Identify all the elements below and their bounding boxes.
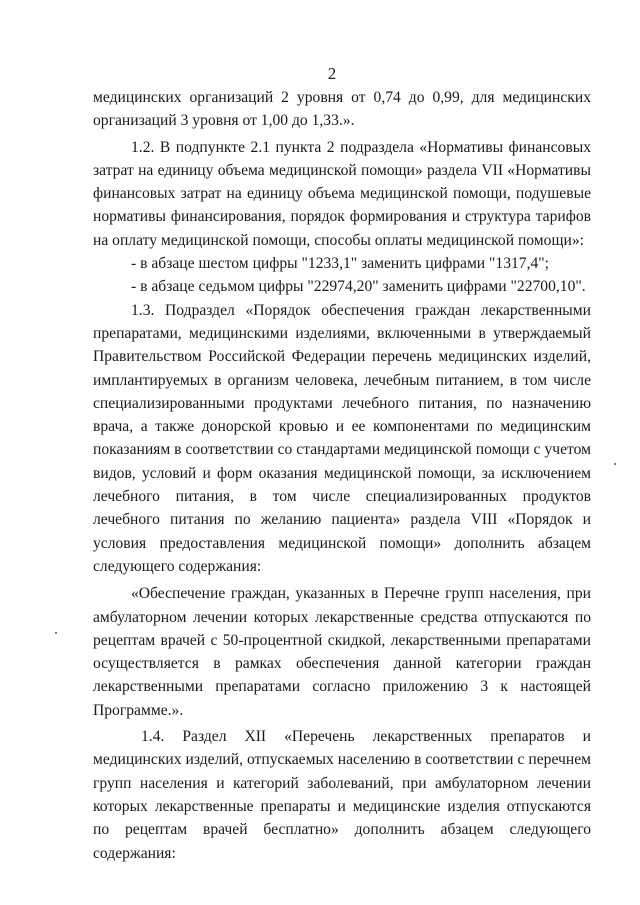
- paragraph-continuation: медицинских организаций 2 уровня от 0,74 до 0,99, для медицинских организаций 3 уровня от 1,00 до 1,33.».: [93, 89, 591, 130]
- paragraph-1-3: 1.3. Подраздел «Порядок обеспечения граждан лекарственными препаратами, медицинскими изделиями, включенными в утверждаемый Правительством Российской Федерации перечень медицинских изделий, имплантируемых в организм человека, лечебным питанием, в том числе специализированными продуктами лечебного питания, по назначению врача, а также донорской кровью и ее компонентами по медицинским показаниям в соответствии со стандартами медицинской помощи с учетом видов, условий и форм оказания медицинской помощи, за исключением лечебного питания, в том числе специализированных продуктов лечебного питания по желанию пациента» раздела VIII «Порядок и условия предоставления медицинской помощи» дополнить абзацем следующего содержания:: [93, 301, 591, 575]
- document-body: [93, 86, 591, 865]
- bullet-replace-sixth: - в абзаце шестом цифры "1233,1" заменить цифрами "1317,4";: [131, 255, 550, 273]
- scan-speck: [55, 632, 57, 634]
- scan-speck: [614, 463, 616, 465]
- paragraph-1-4: 1.4. Раздел XII «Перечень лекарственных препаратов и медицинских изделий, отпускаемых населению в соответствии с перечнем групп населения и категорий заболеваний, при амбулаторном лечении которых лекарственные препараты и медицинские изделия отпускаются по рецептам врачей бесплатно» дополнить абзацем следующего содержания:: [93, 728, 591, 862]
- quoted-paragraph-1-3: «Обеспечение граждан, указанных в Перечне групп населения, при амбулаторном лечении которых лекарственные средства отпускаются по рецептам врачей с 50-процентной скидкой, лекарственными препаратами осуществляется в рамках обеспечения данной категории граждан лекарственными препаратами согласно приложению 3 к настоящей Программе.».: [93, 585, 591, 719]
- bullet-replace-seventh: - в абзаце седьмом цифры "22974,20" заменить цифрами "22700,10".: [131, 278, 586, 296]
- paragraph-1-2: 1.2. В подпункте 2.1 пункта 2 подраздела «Нормативы финансовых затрат на единицу объема медицинской помощи» раздела VII «Нормативы финансовых затрат на единицу объема медицинской помощи, подушевые нормативы финансирования, порядок формирования и структура тарифов на оплату медицинской помощи, способы оплаты медицинской помощи»:: [93, 138, 591, 249]
- page-number: 2: [327, 64, 337, 83]
